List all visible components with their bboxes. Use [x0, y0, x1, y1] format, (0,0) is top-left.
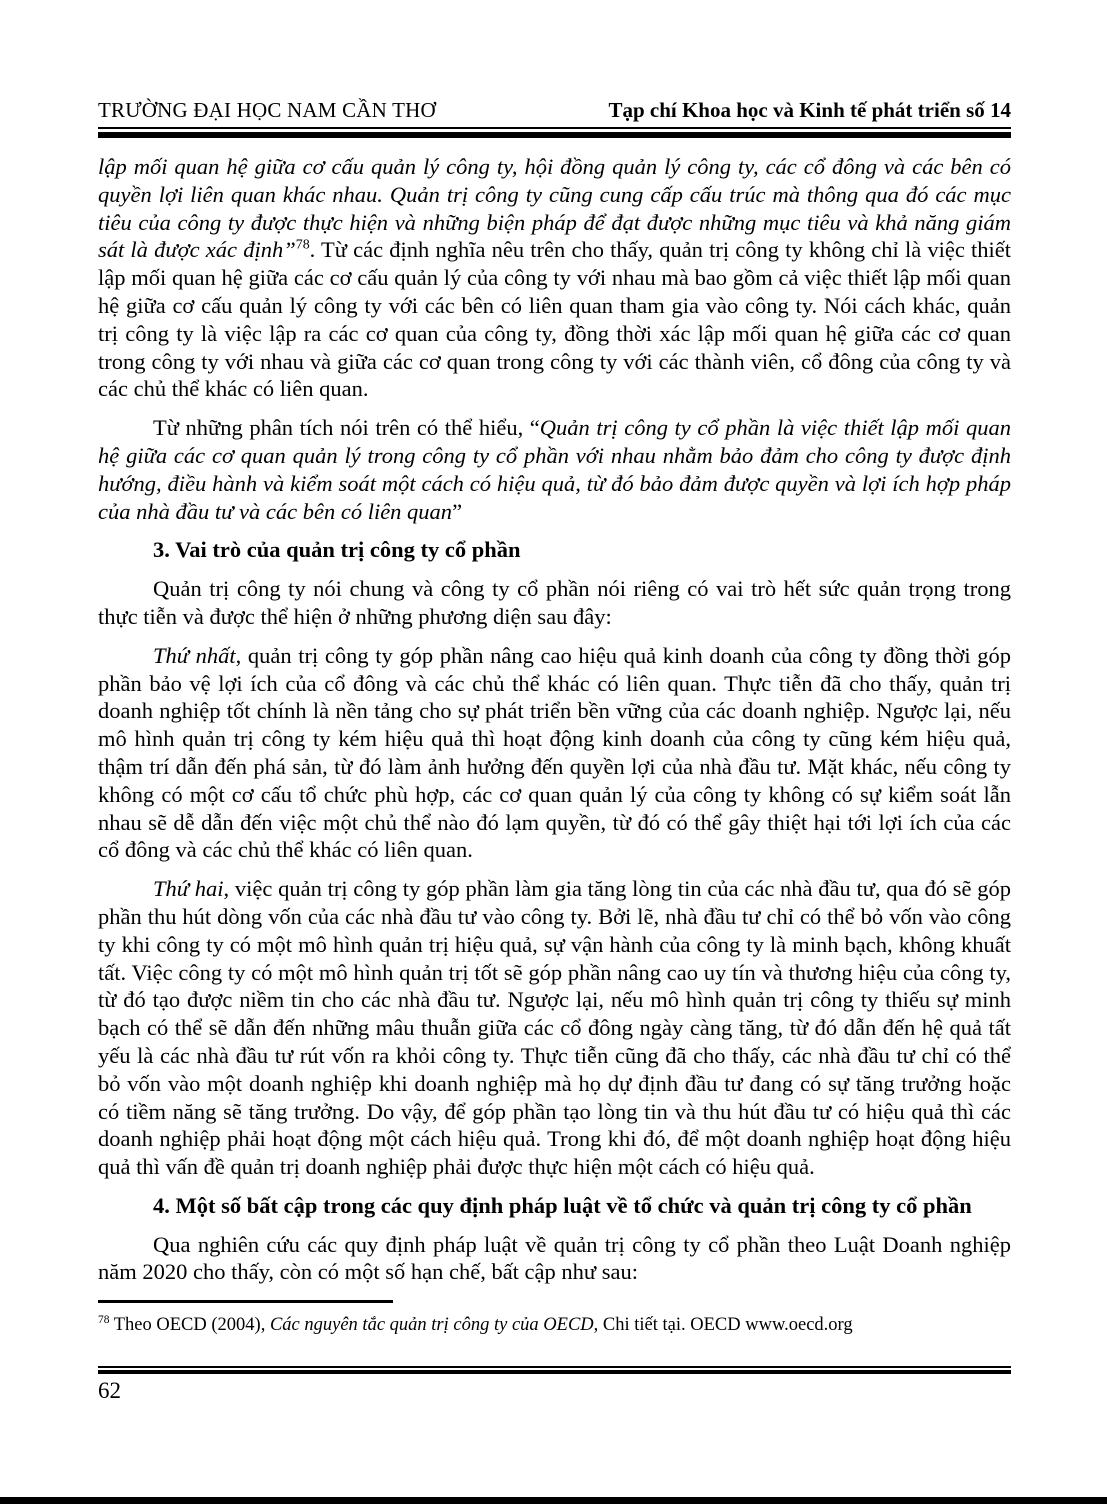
paragraph-text: , việc quản trị công ty góp phần làm gia tăng lòng tin của các nhà đầu tư, qua đó sẽ góp phần thu hút dòng vốn của các nhà đầu tư vào công ty. Bởi lẽ, nhà đầu tư chỉ có thể bỏ vốn vào công ty khi công ty có một mô hình quản trị hiệu quả, sự vận hành của công ty là minh bạch, không khuất tất. Việc công ty có một mô hình quản trị tốt sẽ góp phần nâng cao uy tín và thương hiệu của công ty, từ đó tạo được niềm tin cho các nhà đầu tư. Ngược lại, nếu mô hình quản trị công ty thiếu sự minh bạch có thể sẽ dẫn đến những mâu thuẫn giữa các cổ đông ngày càng tăng, từ đó dẫn đến hệ quả tất yếu là các nhà đầu tư rút vốn ra khỏi công ty. Thực tiễn cũng đã cho thấy, các nhà đầu tư chỉ có thể bỏ vốn vào một doanh nghiệp khi doanh nghiệp mà họ dự định đầu tư đang có sự tăng trưởng hoặc có tiềm năng sẽ tăng trưởng. Do vậy, để góp phần tạo lòng tin và thu hút đầu tư có hiệu quả thì các doanh nghiệp phải hoạt động một cách hiệu quả. Trong khi đó, để một doanh nghiệp hoạt động hiệu quả thì vấn đề quản trị doanh nghiệp phải được thực hiện một cách có hiệu quả. — [98, 876, 1011, 1180]
paragraph-second-point — [98, 875, 1011, 1181]
footnote-text-part: Theo OECD (2004), — [109, 1315, 270, 1335]
lead-in-thu-nhat: Thứ nhất — [153, 642, 236, 668]
page-content — [98, 0, 1011, 1297]
paragraph-text: . Từ các định nghĩa nêu trên cho thấy, quản trị công ty không chỉ là việc thiết lập mối quan hệ giữa các cơ cấu quản lý của công ty với nhau mà bao gồm cả việc thiết lập mối quan hệ giữa cơ cấu quản lý công ty với các bên có liên quan tham gia vào công ty. Nói cách khác, quản trị công ty là việc lập ra các cơ quan của công ty, đồng thời xác lập mối quan hệ giữa các cơ quan trong công ty với nhau và giữa các cơ quan trong công ty với các thành viên, cổ đông của công ty và các chủ thể khác có liên quan. — [98, 237, 1011, 402]
paragraph-definition-continued — [98, 153, 1011, 403]
bottom-scan-edge — [0, 1497, 1107, 1504]
paragraph-conclusion-definition — [98, 414, 1011, 525]
quoted-definition-text: lập mối quan hệ giữa cơ cấu quản lý công ty, hội đồng quản lý công ty, các cổ đông và các bên có quyền lợi liên quan khác nhau. Quản trị công ty cũng cung cấp cấu trúc mà thông qua đó các mục tiêu của công ty được thực hiện và những biện pháp để đạt được những mục tiêu và khả năng giám sát là được xác định” — [98, 154, 1011, 263]
footnote-area — [98, 1300, 1011, 1337]
footnote-divider — [98, 1300, 393, 1303]
paragraph-section4-intro: Qua nghiên cứu các quy định pháp luật về quản trị công ty cổ phần theo Luật Doanh nghiệp năm 2020 cho thấy, còn có một số hạn chế, bất cập như sau: — [98, 1231, 1011, 1285]
header-journal-title: Tạp chí Khoa học và Kinh tế phát triển số 14 — [608, 98, 1011, 122]
closing-quote: ” — [452, 498, 463, 524]
paragraph-first-point — [98, 642, 1011, 864]
paragraph-text: , quản trị công ty góp phần nâng cao hiệu quả kinh doanh của công ty đồng thời góp phần bảo vệ lợi ích của cổ đông và các chủ thể khác có liên quan. Thực tiễn đã cho thấy, quản trị doanh nghiệp tốt chính là nền tảng cho sự phát triển bền vững của các doanh nghiệp. Ngược lại, nếu mô hình quản trị công ty kém hiệu quả thì hoạt động kinh doanh của công ty cũng kém hiệu quả, thậm trí dẫn đến phá sản, từ đó làm ảnh hưởng đến quyền lợi của nhà đầu tư. Mặt khác, nếu công ty không có một cơ cấu tổ chức phù hợp, các cơ quan quản lý của công ty không có sự kiểm soát lẫn nhau sẽ dễ dẫn đến việc một chủ thể nào đó lạm quyền, từ đó có thể gây thiệt hại tới lợi ích của các cổ đông và các chủ thể khác có liên quan. — [98, 642, 1011, 863]
footnote-78 — [98, 1313, 1011, 1337]
paragraph-lead-text: Từ những phân tích nói trên có thể hiểu, “ — [153, 415, 540, 441]
footnote-marker: 78 — [98, 1313, 110, 1326]
header-institution: TRƯỜNG ĐẠI HỌC NAM CẦN THƠ — [98, 98, 436, 122]
footer-divider — [98, 1366, 1011, 1374]
footnote-text-part: , Chi tiết tại. OECD www.oecd.org — [593, 1315, 853, 1335]
section-heading-4: 4. Một số bất cập trong các quy định pháp luật về tổ chức và quản trị công ty cổ phần — [153, 1192, 972, 1218]
footnote-source-title: Các nguyên tắc quản trị công ty của OECD — [269, 1315, 594, 1335]
footnote-reference-78: 78 — [295, 237, 310, 253]
page-header — [98, 97, 1011, 123]
quoted-definition-text: Quản trị công ty cổ phần là việc thiết lập mối quan hệ giữa các cơ quan quản lý trong công ty cổ phần với nhau nhằm bảo đảm cho công ty được định hướng, điều hành và kiểm soát một cách có hiệu quả, từ đó bảo đảm được quyền và lợi ích hợp pháp của nhà đầu tư và các bên có liên quan — [98, 415, 1012, 524]
article-body — [98, 153, 1011, 1286]
paragraph-role-intro: Quản trị công ty nói chung và công ty cổ phần nói riêng có vai trò hết sức quản trọng trong thực tiễn và được thể hiện ở những phương diện sau đây: — [98, 576, 1011, 629]
page-number: 62 — [98, 1378, 121, 1403]
header-divider — [98, 127, 1011, 138]
section-heading-3: 3. Vai trò của quản trị công ty cổ phần — [153, 537, 521, 563]
lead-in-thu-hai: Thứ hai — [153, 876, 224, 902]
